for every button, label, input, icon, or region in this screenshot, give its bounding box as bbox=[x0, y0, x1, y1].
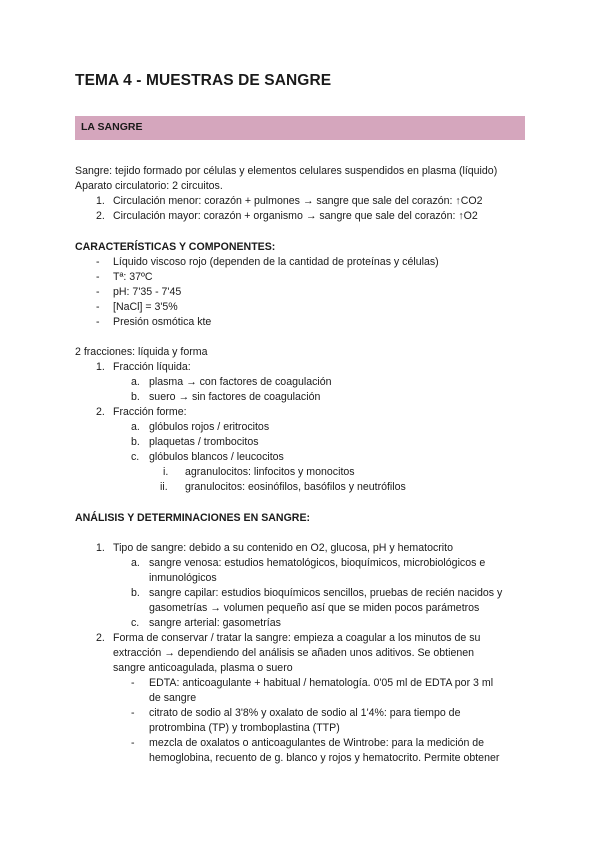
list-marker: 1. bbox=[96, 542, 105, 554]
list-item: agranulocitos: linfocitos y monocitos bbox=[185, 466, 355, 478]
page-title: TEMA 4 - MUESTRAS DE SANGRE bbox=[75, 72, 332, 89]
list-item-continuation: inmunológicos bbox=[149, 572, 217, 584]
list-marker: ii. bbox=[160, 481, 168, 493]
bullet-dash: - bbox=[131, 707, 135, 719]
list-marker: 2. bbox=[96, 406, 105, 418]
paragraph: 2 fracciones: líquida y forma bbox=[75, 346, 208, 358]
list-item: sangre arterial: gasometrías bbox=[149, 617, 281, 629]
list-item: EDTA: anticoagulante + habitual / hematología. 0'05 ml de EDTA por 3 ml bbox=[149, 677, 494, 689]
list-marker: a. bbox=[131, 557, 140, 569]
section-heading: CARACTERÍSTICAS Y COMPONENTES: bbox=[75, 241, 276, 253]
list-item: sangre venosa: estudios hematológicos, bioquímicos, microbiológicos e bbox=[149, 557, 486, 569]
bullet-dash: - bbox=[96, 256, 100, 268]
list-item: [NaCl] = 3'5% bbox=[113, 301, 178, 313]
list-item: suero → sin factores de coagulación bbox=[149, 391, 321, 403]
bullet-dash: - bbox=[96, 316, 100, 328]
list-item-continuation: de sangre bbox=[149, 692, 197, 704]
list-marker: a. bbox=[131, 376, 140, 388]
bullet-dash: - bbox=[131, 737, 135, 749]
list-item: Tª: 37ºC bbox=[113, 271, 153, 283]
intro-line: Sangre: tejido formado por células y elementos celulares suspendidos en plasma (líquido) bbox=[75, 165, 498, 177]
list-item: glóbulos rojos / eritrocitos bbox=[149, 421, 270, 433]
list-marker: c. bbox=[131, 451, 140, 463]
section-heading: ANÁLISIS Y DETERMINACIONES EN SANGRE: bbox=[75, 512, 311, 524]
intro-line: Aparato circulatorio: 2 circuitos. bbox=[75, 180, 223, 192]
list-item: Líquido viscoso rojo (dependen de la cantidad de proteínas y células) bbox=[113, 256, 439, 268]
list-item: sangre capilar: estudios bioquímicos sencillos, pruebas de recién nacidos y bbox=[149, 587, 503, 599]
list-item: Fracción forme: bbox=[113, 406, 187, 418]
list-marker: a. bbox=[131, 421, 140, 433]
list-marker: b. bbox=[131, 391, 140, 403]
list-item: Circulación menor: corazón + pulmones → sangre que sale del corazón: ↑CO2 bbox=[113, 195, 483, 207]
list-marker: c. bbox=[131, 617, 140, 629]
list-item: Tipo de sangre: debido a su contenido en O2, glucosa, pH y hematocrito bbox=[113, 542, 453, 554]
list-item: mezcla de oxalatos o anticoagulantes de Wintrobe: para la medición de bbox=[149, 737, 485, 749]
list-item: pH: 7'35 - 7'45 bbox=[113, 286, 182, 298]
list-marker: b. bbox=[131, 436, 140, 448]
bullet-dash: - bbox=[131, 677, 135, 689]
list-marker: b. bbox=[131, 587, 140, 599]
list-item: Presión osmótica kte bbox=[113, 316, 212, 328]
list-marker: 2. bbox=[96, 632, 105, 644]
list-item: glóbulos blancos / leucocitos bbox=[149, 451, 284, 463]
list-item: citrato de sodio al 3'8% y oxalato de sodio al 1'4%: para tiempo de bbox=[149, 707, 461, 719]
list-item-continuation: protrombina (TP) y tromboplastina (TTP) bbox=[149, 722, 340, 734]
list-item: Circulación mayor: corazón + organismo → sangre que sale del corazón: ↑O2 bbox=[113, 210, 478, 222]
list-item-continuation: gasometrías → volumen pequeño así que se miden pocos parámetros bbox=[149, 602, 480, 614]
bullet-dash: - bbox=[96, 301, 100, 313]
list-item: Forma de conservar / tratar la sangre: empieza a coagular a los minutos de su bbox=[113, 632, 481, 644]
section-header-label: LA SANGRE bbox=[81, 121, 143, 133]
list-marker: i. bbox=[163, 466, 169, 478]
list-marker: 1. bbox=[96, 361, 105, 373]
list-marker: 2. bbox=[96, 210, 105, 222]
section-header-bar bbox=[75, 116, 525, 140]
list-item: granulocitos: eosinófilos, basófilos y neutrófilos bbox=[185, 481, 406, 493]
bullet-dash: - bbox=[96, 271, 100, 283]
list-item-continuation: hemoglobina, recuento de g. blanco y rojos y hematocrito. Permite obtener bbox=[149, 752, 500, 764]
list-marker: 1. bbox=[96, 195, 105, 207]
bullet-dash: - bbox=[96, 286, 100, 298]
list-item: plaquetas / trombocitos bbox=[149, 436, 259, 448]
list-item-continuation: extracción → dependiendo del análisis se añaden unos aditivos. Se obtienen bbox=[113, 647, 475, 659]
list-item: Fracción líquida: bbox=[113, 361, 191, 373]
list-item: plasma → con factores de coagulación bbox=[149, 376, 332, 388]
list-item-continuation: sangre anticoagulada, plasma o suero bbox=[113, 662, 293, 674]
